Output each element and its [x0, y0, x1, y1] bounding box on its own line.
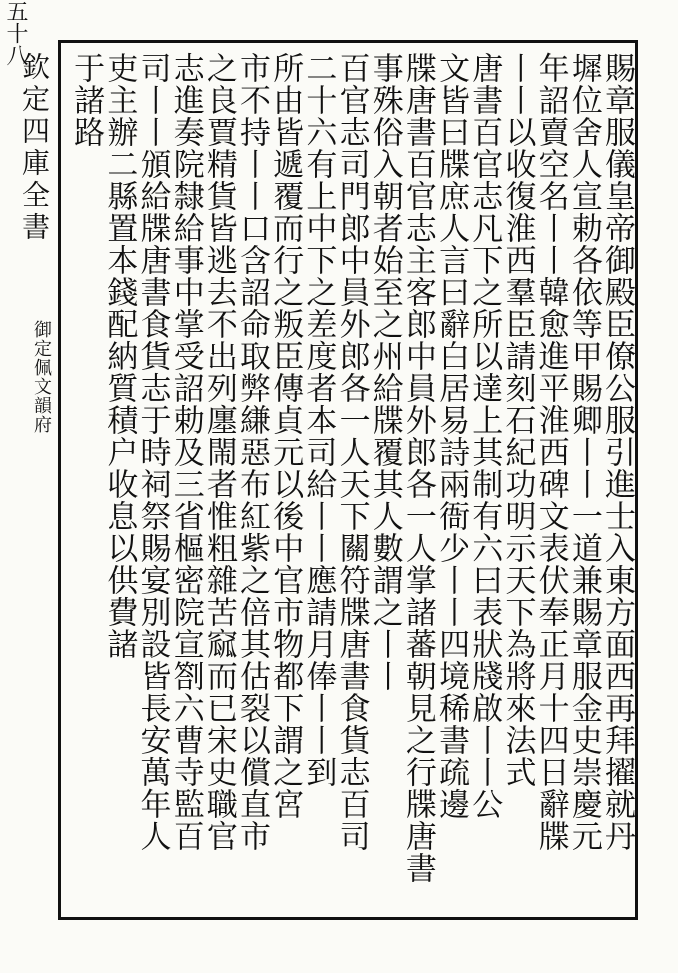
- book-title: 欽定四庫全書: [18, 52, 51, 244]
- text-column: 年詔賣空名丨丨韓愈進平淮西碑文表伏奉正月十四日辭牒: [532, 52, 569, 852]
- text-column: 牒唐書百官志主客郎中員外郎各一人掌諸蕃朝見之行牒唐書: [399, 52, 436, 884]
- text-column: 志進奏院隸給事中掌受詔勅及三省樞密院宣劄六曹寺監百: [167, 52, 204, 852]
- text-column: 二十六有上中下之差度者本司給丨丨應請月俸丨丨到: [300, 52, 337, 788]
- text-column: 賜章服儀皇帝御殿臣僚公服引進士入東方面西再拜擢就丹: [598, 52, 635, 852]
- text-column: 所由皆遞覆而行之叛臣傳貞元以後中官市物都下謂之宮: [267, 52, 304, 820]
- text-column: 吏主辦二縣置本錢配納質積户收息以供費諸: [101, 52, 138, 660]
- page-number: 五十八: [3, 0, 28, 66]
- text-column: 之良賈精貨皆逃去不出列廛閙者惟粗雜苦窳而已宋史職官: [200, 52, 237, 852]
- text-column: 于諸路: [68, 52, 105, 148]
- fold-label: 御定佩文韻府: [31, 320, 52, 434]
- text-column: 文皆曰牒庶人言曰辭白居易詩兩衙少丨丨四境稀書疏邊: [433, 52, 470, 820]
- text-column: 市不持丨丨口含詔命取弊縑惡布紅紫之倍其估裂以償直市: [234, 52, 271, 852]
- text-column: 百官志司門郎中員外郎各一人天下關符牒唐書食貨志百司: [333, 52, 370, 852]
- text-column: 墀位舍人宣勅各依等甲賜卿丨丨一道兼賜章服金史崇慶元: [565, 52, 602, 852]
- text-column: 唐書百官志凡下之所以達上其制有六曰表狀牋啟丨丨公: [466, 52, 503, 820]
- text-column: 司丨丨頒給牒唐書食貨志于時祠祭賜宴別設皆長安萬年人: [134, 52, 171, 852]
- text-column: 丨丨以收復淮西羣臣請刻石紀功明示天下為將來法式: [499, 52, 536, 788]
- text-column: 事殊俗入朝者始至之州給牒覆其人數謂之丨丨: [366, 52, 403, 692]
